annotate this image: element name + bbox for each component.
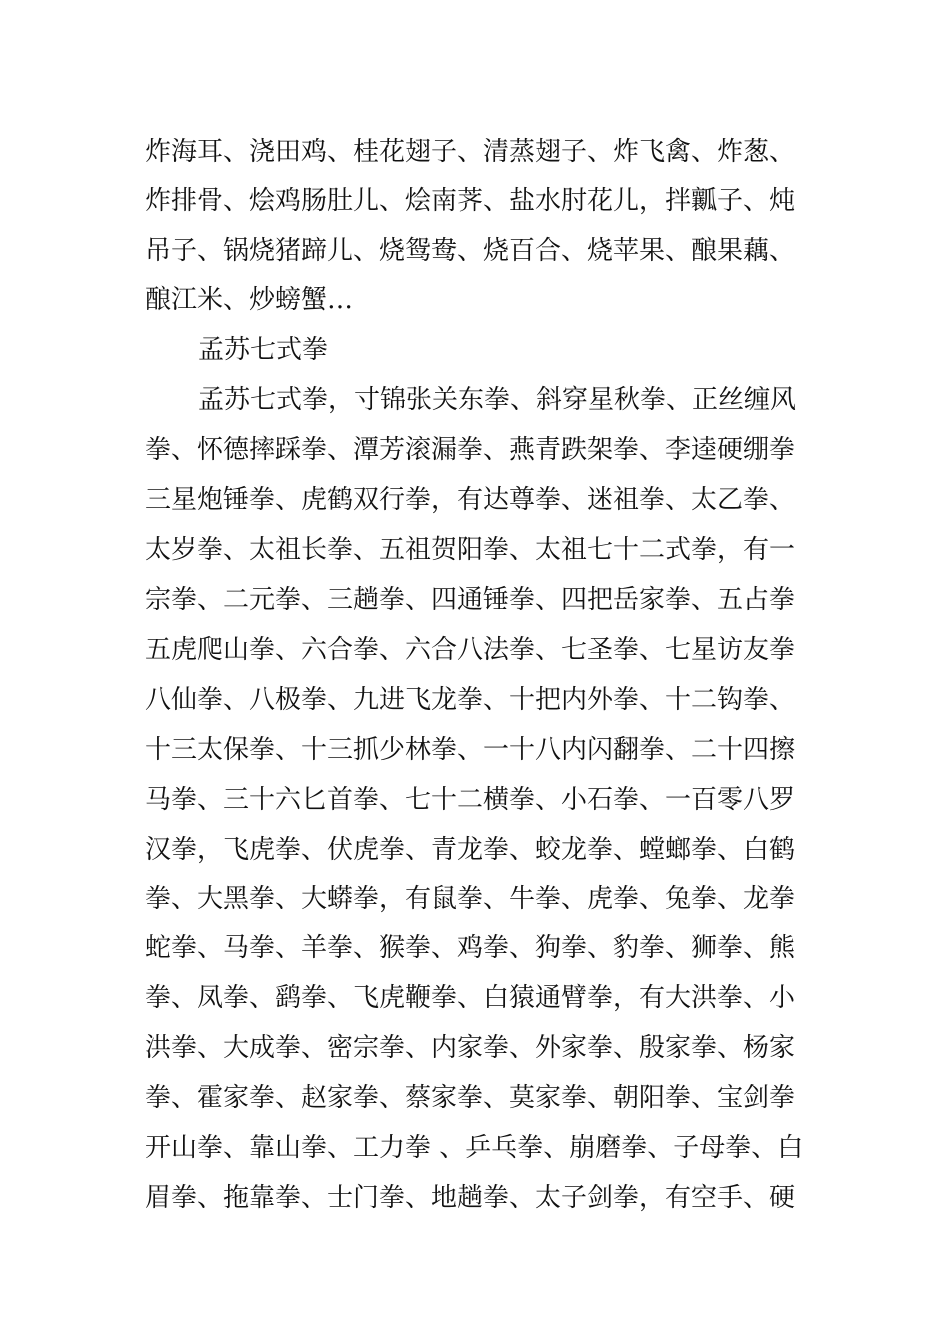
text-line: 五虎爬山拳、六合拳、六合八法拳、七圣拳、七星访友拳 bbox=[145, 635, 796, 665]
text-line: 马拳、三十六匕首拳、七十二横拳、小石拳、一百零八罗 bbox=[145, 785, 796, 815]
text-line: 开山拳、靠山拳、工力拳 、乒乓拳、崩磨拳、子母拳、白 bbox=[145, 1133, 804, 1163]
text-line: 吊子、锅烧猪蹄儿、烧鸳鸯、烧百合、烧苹果、酿果藕、 bbox=[145, 236, 796, 266]
text-line: 汉拳，飞虎拳、伏虎拳、青龙拳、蛟龙拳、螳螂拳、白鹤 bbox=[145, 835, 796, 865]
section-heading: 孟苏七式拳 bbox=[198, 335, 329, 365]
text-line: 三星炮锤拳、虎鹤双行拳，有达尊拳、迷祖拳、太乙拳、 bbox=[145, 485, 796, 515]
text-line: 拳、凤拳、鹞拳、飞虎鞭拳、白猿通臂拳，有大洪拳、小 bbox=[145, 983, 796, 1013]
paragraph-first-line: 孟苏七式拳，寸锦张关东拳、斜穿星秋拳、正丝缠风 bbox=[198, 385, 797, 415]
text-line: 洪拳、大成拳、密宗拳、内家拳、外家拳、殷家拳、杨家 bbox=[145, 1033, 796, 1063]
text-line: 炸排骨、烩鸡肠肚儿、烩南荠、盐水肘花儿，拌瓤子、炖 bbox=[145, 186, 796, 216]
text-line: 拳、怀德摔踩拳、潭芳滚漏拳、燕青跌架拳、李逵硬绷拳 bbox=[145, 435, 796, 465]
text-line: 拳、大黑拳、大蟒拳，有鼠拳、牛拳、虎拳、兔拳、龙拳 bbox=[145, 884, 796, 914]
text-line: 眉拳、拖靠拳、士门拳、地趟拳、太子剑拳，有空手、硬 bbox=[145, 1183, 796, 1213]
text-line: 拳、霍家拳、赵家拳、蔡家拳、莫家拳、朝阳拳、宝剑拳 bbox=[145, 1083, 796, 1113]
text-line: 酿江米、炒螃蟹… bbox=[145, 285, 354, 315]
text-line: 太岁拳、太祖长拳、五祖贺阳拳、太祖七十二式拳，有一 bbox=[145, 535, 796, 565]
text-line: 宗拳、二元拳、三趟拳、四通锤拳、四把岳家拳、五占拳 bbox=[145, 585, 796, 615]
text-line: 炸海耳、浇田鸡、桂花翅子、清蒸翅子、炸飞禽、炸葱、 bbox=[145, 137, 796, 167]
text-line: 十三太保拳、十三抓少林拳、一十八内闪翻拳、二十四擦 bbox=[145, 735, 796, 765]
text-line: 蛇拳、马拳、羊拳、猴拳、鸡拳、狗拳、豹拳、狮拳、熊 bbox=[145, 933, 796, 963]
text-line: 八仙拳、八极拳、九进飞龙拳、十把内外拳、十二钩拳、 bbox=[145, 685, 796, 715]
